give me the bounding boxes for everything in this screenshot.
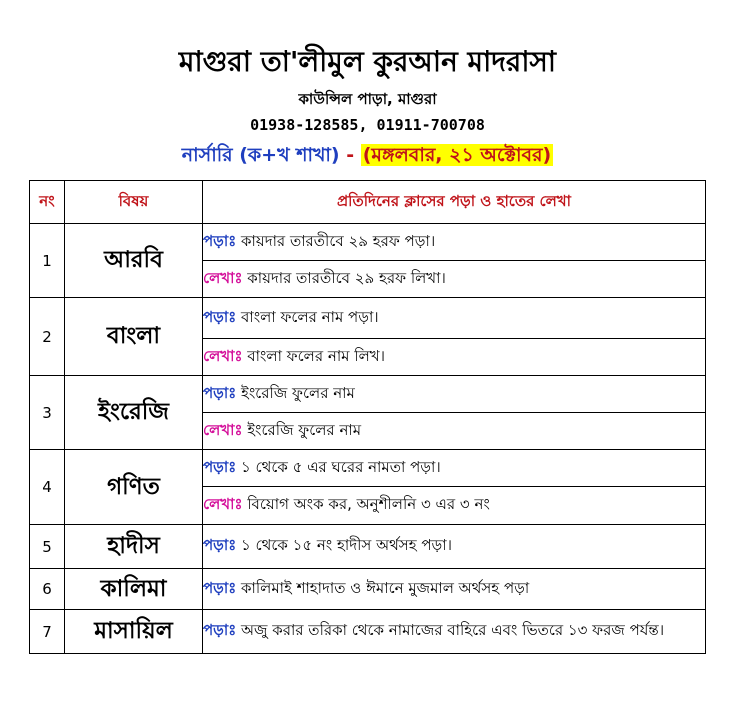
table-row bbox=[30, 525, 706, 569]
write-cell bbox=[203, 413, 706, 450]
read-text: ১ থেকে ৫ এর ঘরের নামতা পড়া। bbox=[236, 457, 441, 476]
read-cell bbox=[203, 569, 706, 610]
write-cell bbox=[203, 487, 706, 525]
read-label: পড়াঃ bbox=[203, 307, 237, 326]
write-text: কায়দার তারতীবে ২৯ হরফ লিখা। bbox=[242, 268, 446, 287]
row-number: 5 bbox=[30, 525, 65, 569]
read-cell bbox=[203, 298, 706, 339]
subject-cell: হাদীস bbox=[65, 525, 203, 569]
table-row bbox=[30, 450, 706, 487]
table-row bbox=[30, 298, 706, 339]
read-cell bbox=[203, 610, 706, 654]
write-text: বাংলা ফলের নাম লিখ। bbox=[242, 346, 385, 365]
row-number: 2 bbox=[30, 298, 65, 376]
subject-cell: মাসায়িল bbox=[65, 610, 203, 654]
table-row bbox=[30, 610, 706, 654]
read-cell bbox=[203, 450, 706, 487]
table-row bbox=[30, 376, 706, 413]
row-number: 6 bbox=[30, 569, 65, 610]
table-row bbox=[30, 569, 706, 610]
write-cell bbox=[203, 261, 706, 298]
write-label: লেখাঃ bbox=[203, 268, 243, 287]
write-text: বিয়োগ অংক কর, অনুশীলনি ৩ এর ৩ নং bbox=[242, 495, 490, 513]
read-label: পড়াঃ bbox=[203, 621, 237, 639]
read-text: অজু করার তরিকা থেকে নামাজের বাহিরে এবং ভিতরে ১৩ ফরজ পর্যন্ত। bbox=[236, 621, 665, 639]
routine-table bbox=[29, 180, 706, 654]
write-label: লেখাঃ bbox=[203, 420, 243, 439]
header-subject: বিষয় bbox=[65, 181, 203, 224]
subject-cell: বাংলা bbox=[65, 298, 203, 376]
read-label: পড়াঃ bbox=[203, 383, 237, 402]
table-row bbox=[30, 224, 706, 261]
read-text: কায়দার তারতীবে ২৯ হরফ পড়া। bbox=[236, 231, 436, 250]
header-activity: প্রতিদিনের ক্লাসের পড়া ও হাতের লেখা bbox=[203, 181, 706, 224]
madrasa-title: মাগুরা তা'লীমুল কুরআন মাদরাসা bbox=[178, 45, 557, 78]
write-label: লেখাঃ bbox=[203, 495, 243, 513]
read-label: পড়াঃ bbox=[203, 231, 237, 250]
read-cell bbox=[203, 525, 706, 569]
read-cell bbox=[203, 224, 706, 261]
read-cell bbox=[203, 376, 706, 413]
contact-phone: 01938-128585, 01911-700708 bbox=[250, 116, 485, 134]
row-number: 7 bbox=[30, 610, 65, 654]
date-highlight: (মঙ্গলবার, ২১ অক্টোবর) bbox=[362, 144, 552, 166]
read-label: পড়াঃ bbox=[203, 578, 237, 597]
read-label: পড়াঃ bbox=[203, 536, 237, 554]
class-date-line bbox=[0, 141, 735, 169]
write-cell bbox=[203, 339, 706, 376]
subject-cell: গণিত bbox=[65, 450, 203, 525]
write-label: লেখাঃ bbox=[203, 346, 243, 365]
read-text: বাংলা ফলের নাম পড়া। bbox=[236, 307, 379, 326]
separator: - bbox=[339, 144, 361, 166]
class-name: নার্সারি (ক+খ শাখা) bbox=[181, 144, 340, 166]
write-text: ইংরেজি ফুলের নাম bbox=[242, 420, 362, 439]
subject-cell: ইংরেজি bbox=[65, 376, 203, 450]
row-number: 3 bbox=[30, 376, 65, 450]
subject-cell: আরবি bbox=[65, 224, 203, 298]
read-text: ১ থেকে ১৫ নং হাদীস অর্থসহ পড়া। bbox=[236, 536, 452, 554]
row-number: 1 bbox=[30, 224, 65, 298]
read-label: পড়াঃ bbox=[203, 457, 237, 476]
madrasa-address: কাউন্সিল পাড়া, মাগুরা bbox=[298, 90, 437, 108]
read-text: কালিমাই শাহাদাত ও ঈমানে মুজমাল অর্থসহ পড়া bbox=[236, 578, 530, 597]
header-no: নং bbox=[30, 181, 65, 224]
row-number: 4 bbox=[30, 450, 65, 525]
table-header-row bbox=[30, 181, 706, 224]
subject-cell: কালিমা bbox=[65, 569, 203, 610]
read-text: ইংরেজি ফুলের নাম bbox=[236, 383, 355, 402]
